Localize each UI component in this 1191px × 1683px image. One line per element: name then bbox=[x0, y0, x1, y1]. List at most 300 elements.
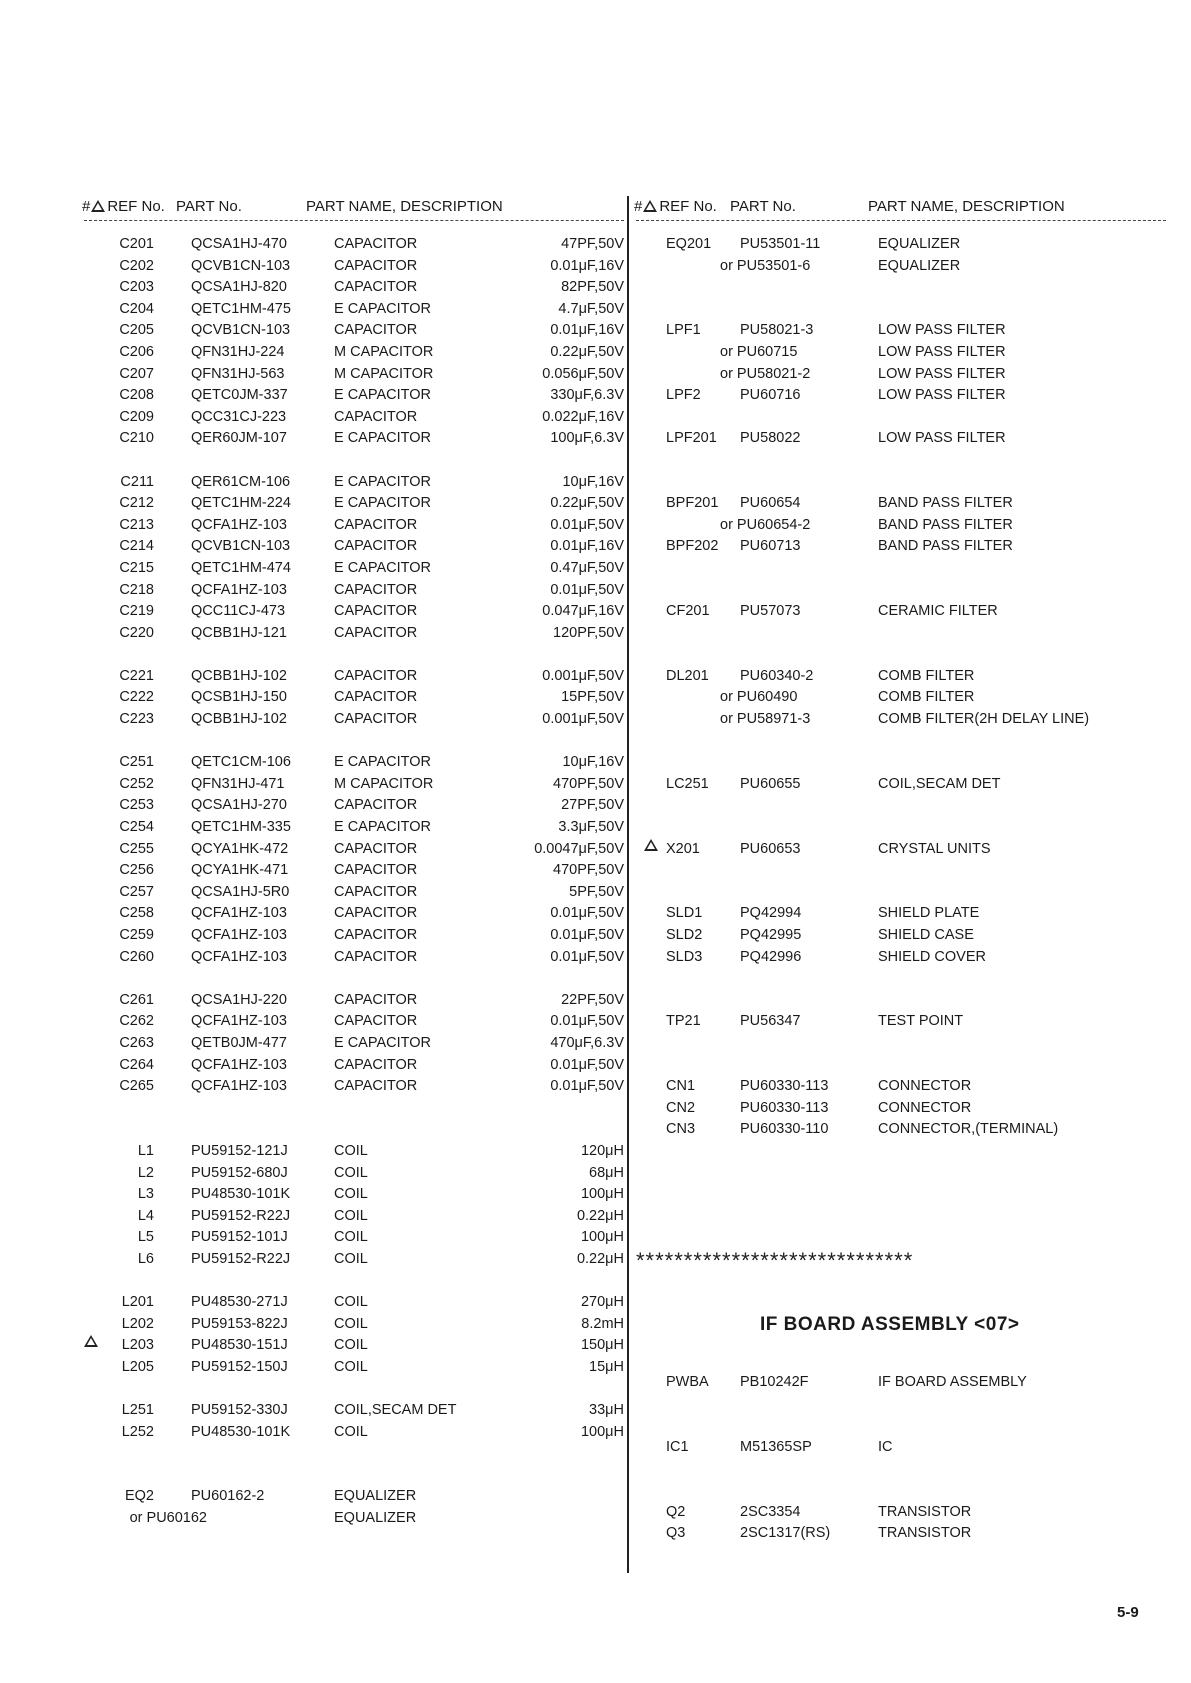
part-row bbox=[636, 925, 1166, 947]
ref-no: IC1 bbox=[666, 1438, 689, 1455]
row-spacer bbox=[636, 580, 1166, 602]
part-name: BAND PASS FILTER bbox=[878, 538, 1013, 555]
part-no: PU56347 bbox=[740, 1013, 801, 1030]
part-name: IF BOARD ASSEMBLY bbox=[878, 1374, 1027, 1390]
ref-no: or PU60654-2 bbox=[720, 516, 811, 533]
part-name: COIL bbox=[334, 1250, 368, 1267]
part-no: PU60330-113 bbox=[740, 1099, 829, 1116]
part-name: CAPACITOR bbox=[334, 797, 418, 814]
part-name: COIL bbox=[334, 1423, 368, 1440]
part-row bbox=[84, 364, 624, 386]
row-spacer bbox=[636, 795, 1166, 817]
part-name: TRANSISTOR bbox=[878, 1525, 972, 1542]
ref-no: C208 bbox=[119, 387, 154, 404]
row-spacer bbox=[84, 450, 624, 472]
part-row bbox=[636, 364, 1166, 386]
ref-no: Q2 bbox=[666, 1503, 686, 1520]
part-value: 0.47μF,50V bbox=[550, 559, 624, 576]
part-row bbox=[636, 1011, 1166, 1033]
header-part-name: PART NAME, DESCRIPTION bbox=[306, 198, 503, 215]
ref-no: L3 bbox=[137, 1186, 154, 1203]
part-no: PU60330-110 bbox=[740, 1121, 829, 1138]
part-row bbox=[636, 1372, 1166, 1394]
part-row bbox=[636, 839, 1166, 861]
part-no: QETC0JM-337 bbox=[191, 387, 288, 404]
part-row bbox=[636, 1502, 1166, 1524]
ref-no: C214 bbox=[119, 538, 154, 555]
part-no: 2SC1317(RS) bbox=[740, 1525, 831, 1542]
part-row bbox=[84, 1141, 624, 1163]
part-no: QCC31CJ-223 bbox=[191, 408, 287, 425]
row-spacer bbox=[636, 1033, 1166, 1055]
row-spacer bbox=[84, 1465, 624, 1487]
column-header-left bbox=[84, 198, 624, 220]
page-number: 5-9 bbox=[1117, 1604, 1139, 1621]
part-name: CONNECTOR,(TERMINAL) bbox=[878, 1121, 1059, 1138]
part-no: QCFA1HZ-103 bbox=[191, 905, 287, 922]
row-spacer bbox=[84, 1271, 624, 1293]
ref-no: C210 bbox=[119, 430, 154, 447]
row-spacer bbox=[84, 1098, 624, 1120]
part-row bbox=[636, 428, 1166, 450]
part-no: QCVB1CN-103 bbox=[191, 538, 291, 555]
ref-no: or PU60490 bbox=[720, 689, 798, 706]
part-value: 0.01μF,50V bbox=[550, 948, 624, 965]
row-spacer bbox=[636, 450, 1166, 472]
part-no: PU58021-3 bbox=[740, 322, 814, 339]
warning-triangle-icon bbox=[91, 200, 105, 212]
ref-no: BPF202 bbox=[666, 538, 719, 555]
part-row bbox=[84, 1400, 624, 1422]
part-value: 0.022μF,16V bbox=[542, 408, 624, 425]
parts-list-left bbox=[84, 198, 624, 1530]
row-spacer bbox=[636, 472, 1166, 494]
row-spacer bbox=[636, 299, 1166, 321]
part-value: 100μH bbox=[580, 1423, 624, 1440]
ref-no: C221 bbox=[119, 667, 154, 684]
part-name: CAPACITOR bbox=[334, 905, 418, 922]
part-row bbox=[84, 1292, 624, 1314]
part-value: 0.01μF,16V bbox=[550, 322, 624, 339]
ref-no: C262 bbox=[119, 1013, 154, 1030]
part-no: PQ42996 bbox=[740, 948, 802, 965]
part-value: 0.0047μF,50V bbox=[534, 840, 624, 857]
part-name: TRANSISTOR bbox=[878, 1503, 972, 1520]
part-name: E CAPACITOR bbox=[334, 495, 431, 512]
part-no: PU59152-680J bbox=[191, 1164, 288, 1181]
part-row bbox=[84, 1055, 624, 1077]
row-spacer bbox=[84, 1378, 624, 1400]
ref-no: C251 bbox=[119, 754, 154, 771]
ref-no: C260 bbox=[119, 948, 154, 965]
part-name: E CAPACITOR bbox=[334, 819, 431, 836]
row-spacer bbox=[636, 558, 1166, 580]
part-value: 0.001μF,50V bbox=[542, 667, 624, 684]
part-no: PU53501-11 bbox=[740, 236, 821, 252]
ref-no: C211 bbox=[120, 473, 154, 490]
part-no: QCSB1HJ-150 bbox=[191, 689, 287, 706]
part-row bbox=[84, 234, 624, 256]
part-row bbox=[84, 990, 624, 1012]
ref-no: L202 bbox=[121, 1315, 154, 1332]
part-row bbox=[636, 1076, 1166, 1098]
part-row bbox=[84, 1357, 624, 1379]
part-value: 0.22μH bbox=[576, 1250, 624, 1267]
part-row bbox=[84, 903, 624, 925]
ref-no: C202 bbox=[119, 257, 154, 274]
row-spacer bbox=[636, 644, 1166, 666]
warning-triangle-icon bbox=[643, 200, 657, 212]
part-no: QCSA1HJ-5R0 bbox=[191, 883, 290, 900]
part-name: BAND PASS FILTER bbox=[878, 495, 1013, 512]
part-no: PU59152-R22J bbox=[191, 1250, 291, 1267]
part-value: 4.7μF,50V bbox=[558, 300, 624, 317]
part-name: COIL,SECAM DET bbox=[334, 1402, 457, 1419]
part-no: PB10242F bbox=[740, 1374, 809, 1390]
part-row bbox=[84, 536, 624, 558]
part-row bbox=[84, 1076, 624, 1098]
ref-no: C253 bbox=[119, 797, 154, 814]
row-spacer bbox=[636, 817, 1166, 839]
ref-no: LPF2 bbox=[666, 387, 701, 404]
part-no: QCC11CJ-473 bbox=[191, 603, 286, 620]
part-value: 100μH bbox=[580, 1229, 624, 1246]
ref-no: SLD1 bbox=[666, 905, 703, 922]
part-row bbox=[84, 558, 624, 580]
ref-no: C255 bbox=[119, 840, 154, 857]
ref-no: or PU58021-2 bbox=[720, 365, 811, 382]
part-no: QCFA1HZ-103 bbox=[191, 1056, 287, 1073]
part-value: 0.01μF,50V bbox=[550, 905, 624, 922]
ref-no: CN2 bbox=[666, 1099, 696, 1116]
ref-no: C204 bbox=[119, 300, 154, 317]
part-name: EQUALIZER bbox=[878, 257, 961, 274]
part-row bbox=[636, 234, 1166, 256]
part-name: COMB FILTER bbox=[878, 667, 975, 684]
ref-no: C261 bbox=[119, 991, 154, 1008]
part-value: 10μF,16V bbox=[562, 473, 624, 490]
ref-no: CN1 bbox=[666, 1078, 696, 1095]
part-name: COIL bbox=[334, 1358, 368, 1375]
part-row bbox=[636, 666, 1166, 688]
part-value: 100μH bbox=[580, 1186, 624, 1203]
part-name: COIL bbox=[334, 1164, 368, 1181]
part-value: 0.01μF,50V bbox=[550, 1013, 624, 1030]
part-row bbox=[84, 1184, 624, 1206]
part-name: EQUALIZER bbox=[334, 1510, 417, 1527]
part-name: CAPACITOR bbox=[334, 408, 418, 425]
part-no: 2SC3354 bbox=[740, 1503, 801, 1520]
part-row bbox=[84, 623, 624, 645]
ref-no: C213 bbox=[119, 516, 154, 533]
part-value: 0.01μF,50V bbox=[550, 927, 624, 943]
part-row bbox=[636, 1119, 1166, 1141]
ref-no: BPF201 bbox=[666, 495, 719, 512]
part-no: QCSA1HJ-220 bbox=[191, 991, 287, 1008]
part-row bbox=[84, 1314, 624, 1336]
part-name: IC bbox=[878, 1438, 893, 1455]
part-no: QCSA1HJ-820 bbox=[191, 279, 287, 296]
part-name: CAPACITOR bbox=[334, 840, 418, 857]
ref-no: C205 bbox=[119, 322, 154, 339]
part-name: COIL bbox=[334, 1186, 368, 1203]
part-row bbox=[84, 493, 624, 515]
ref-no: C212 bbox=[119, 495, 154, 512]
part-name: CAPACITOR bbox=[334, 581, 418, 598]
part-value: 470PF,50V bbox=[553, 775, 624, 792]
part-row bbox=[84, 1508, 624, 1530]
ref-no: DL201 bbox=[666, 667, 709, 684]
ref-no: C265 bbox=[119, 1078, 154, 1095]
part-name: CAPACITOR bbox=[334, 236, 418, 252]
part-value: 0.056μF,50V bbox=[542, 365, 624, 382]
row-spacer bbox=[84, 731, 624, 753]
row-spacer bbox=[636, 623, 1166, 645]
part-name: COIL bbox=[334, 1229, 368, 1246]
part-row bbox=[636, 709, 1166, 731]
ref-no: CF201 bbox=[666, 603, 710, 620]
row-spacer bbox=[636, 860, 1166, 882]
part-row bbox=[84, 817, 624, 839]
part-no: PU59152-R22J bbox=[191, 1207, 291, 1224]
part-row bbox=[84, 385, 624, 407]
part-row bbox=[84, 277, 624, 299]
right-rows bbox=[636, 234, 1166, 1141]
part-value: 8.2mH bbox=[581, 1315, 624, 1332]
part-row bbox=[84, 1011, 624, 1033]
row-spacer bbox=[636, 990, 1166, 1012]
part-value: 0.01μF,50V bbox=[550, 1056, 624, 1073]
part-name: LOW PASS FILTER bbox=[878, 387, 1006, 404]
part-row bbox=[84, 860, 624, 882]
part-row bbox=[84, 687, 624, 709]
part-value: 15μH bbox=[589, 1358, 624, 1375]
part-name: COMB FILTER(2H DELAY LINE) bbox=[878, 711, 1090, 728]
part-no: QCFA1HZ-103 bbox=[191, 1013, 287, 1030]
part-row bbox=[84, 1422, 624, 1444]
part-name: E CAPACITOR bbox=[334, 300, 431, 317]
part-no: PQ42994 bbox=[740, 905, 802, 922]
part-no: QCFA1HZ-103 bbox=[191, 581, 287, 598]
part-name: E CAPACITOR bbox=[334, 387, 431, 404]
part-no: PU60655 bbox=[740, 775, 801, 792]
part-row bbox=[84, 256, 624, 278]
ref-no: C203 bbox=[119, 279, 154, 296]
part-row bbox=[84, 1335, 624, 1357]
part-no: PU60330-113 bbox=[740, 1078, 829, 1095]
part-name: CONNECTOR bbox=[878, 1099, 972, 1116]
part-no: QCBB1HJ-102 bbox=[191, 711, 287, 728]
part-no: QFN31HJ-471 bbox=[191, 775, 285, 792]
ref-no: C222 bbox=[119, 689, 154, 706]
part-row bbox=[636, 385, 1166, 407]
part-name: CAPACITOR bbox=[334, 883, 418, 900]
ref-no: L205 bbox=[121, 1358, 154, 1375]
ref-no: C219 bbox=[119, 603, 154, 620]
part-name: CAPACITOR bbox=[334, 516, 418, 533]
parts-list-right bbox=[636, 198, 1166, 1141]
part-name: COIL bbox=[334, 1207, 368, 1224]
part-row bbox=[636, 342, 1166, 364]
assembly-parts bbox=[636, 1372, 1166, 1545]
part-row bbox=[636, 256, 1166, 278]
part-row bbox=[84, 1033, 624, 1055]
part-row bbox=[84, 795, 624, 817]
part-value: 15PF,50V bbox=[561, 689, 624, 706]
ref-no: Q3 bbox=[666, 1525, 686, 1542]
part-no: QER60JM-107 bbox=[191, 430, 287, 447]
part-value: 0.01μF,50V bbox=[550, 581, 624, 598]
ref-no: C218 bbox=[119, 581, 154, 598]
part-name: CAPACITOR bbox=[334, 948, 418, 965]
row-spacer bbox=[636, 1480, 1166, 1502]
part-row bbox=[636, 601, 1166, 623]
part-value: 0.01μF,16V bbox=[550, 257, 624, 274]
part-row bbox=[84, 1227, 624, 1249]
part-row bbox=[84, 1249, 624, 1271]
part-row bbox=[84, 882, 624, 904]
part-no: QETC1CM-106 bbox=[191, 754, 291, 771]
part-name: M CAPACITOR bbox=[334, 775, 434, 792]
part-value: 0.22μF,50V bbox=[550, 343, 624, 360]
part-name: EQUALIZER bbox=[334, 1488, 417, 1505]
part-name: CRYSTAL UNITS bbox=[878, 840, 991, 857]
ref-no: C252 bbox=[119, 775, 154, 792]
part-no: QETC1HM-474 bbox=[191, 559, 291, 576]
part-name: CAPACITOR bbox=[334, 538, 418, 555]
part-no: QFN31HJ-224 bbox=[191, 343, 285, 360]
part-no: PU48530-271J bbox=[191, 1294, 288, 1311]
part-no: PU60654 bbox=[740, 495, 801, 512]
ref-no: SLD3 bbox=[666, 948, 703, 965]
part-value: 10μF,16V bbox=[562, 754, 624, 771]
part-no: QCBB1HJ-121 bbox=[191, 624, 287, 641]
part-name: E CAPACITOR bbox=[334, 1034, 431, 1051]
ref-no: L252 bbox=[121, 1423, 154, 1440]
part-name: LOW PASS FILTER bbox=[878, 430, 1006, 447]
header-part-no: PART No. bbox=[176, 198, 242, 215]
part-value: 270μH bbox=[580, 1294, 624, 1311]
part-name: CAPACITOR bbox=[334, 1056, 418, 1073]
ref-no: LPF1 bbox=[666, 322, 701, 339]
header-part-name: PART NAME, DESCRIPTION bbox=[868, 198, 1065, 215]
part-no: QCFA1HZ-103 bbox=[191, 516, 287, 533]
part-row bbox=[636, 1098, 1166, 1120]
ref-no: C201 bbox=[119, 236, 154, 252]
ref-no: TP21 bbox=[666, 1013, 701, 1030]
part-row bbox=[636, 947, 1166, 969]
part-name: CERAMIC FILTER bbox=[878, 603, 998, 620]
header-dashed-rule bbox=[636, 220, 1166, 221]
part-no: PU48530-151J bbox=[191, 1337, 288, 1354]
ref-no: C206 bbox=[119, 343, 154, 360]
part-value: 0.22μH bbox=[576, 1207, 624, 1224]
part-name: COIL,SECAM DET bbox=[878, 775, 1001, 792]
part-name: CAPACITOR bbox=[334, 689, 418, 706]
part-no: M51365SP bbox=[740, 1438, 812, 1455]
part-name: TEST POINT bbox=[878, 1013, 964, 1030]
part-name: COIL bbox=[334, 1142, 368, 1159]
ref-no: C257 bbox=[119, 883, 154, 900]
part-value: 47PF,50V bbox=[561, 236, 624, 252]
ref-no: EQ201 bbox=[666, 236, 712, 252]
part-name: CONNECTOR bbox=[878, 1078, 972, 1095]
part-no: PU60340-2 bbox=[740, 667, 814, 684]
part-no: PU48530-101K bbox=[191, 1423, 291, 1440]
part-no: QCFA1HZ-103 bbox=[191, 948, 287, 965]
part-no: QCVB1CN-103 bbox=[191, 257, 291, 274]
ref-no: C259 bbox=[119, 927, 154, 943]
part-name: COIL bbox=[334, 1337, 368, 1354]
assembly-rows bbox=[636, 1372, 1166, 1545]
part-value: 470PF,50V bbox=[553, 862, 624, 879]
part-name: EQUALIZER bbox=[878, 236, 961, 252]
part-no: QCSA1HJ-270 bbox=[191, 797, 287, 814]
ref-no: L6 bbox=[137, 1250, 154, 1267]
row-spacer bbox=[84, 1119, 624, 1141]
part-name: CAPACITOR bbox=[334, 257, 418, 274]
ref-no: C207 bbox=[119, 365, 154, 382]
part-no: QETC1HM-335 bbox=[191, 819, 291, 836]
part-row bbox=[84, 709, 624, 731]
part-no: PU59152-101J bbox=[191, 1229, 288, 1246]
ref-no: C258 bbox=[119, 905, 154, 922]
part-no: QCBB1HJ-102 bbox=[191, 667, 287, 684]
part-name: CAPACITOR bbox=[334, 279, 418, 296]
part-row bbox=[636, 687, 1166, 709]
ref-no: C263 bbox=[119, 1034, 154, 1051]
row-spacer bbox=[636, 1055, 1166, 1077]
ref-no: X201 bbox=[666, 840, 700, 857]
ref-no: or PU60162 bbox=[129, 1510, 207, 1527]
ref-no: EQ2 bbox=[124, 1488, 154, 1505]
part-name: BAND PASS FILTER bbox=[878, 516, 1013, 533]
part-value: 82PF,50V bbox=[561, 279, 624, 296]
part-no: PU60162-2 bbox=[191, 1488, 265, 1505]
row-spacer bbox=[636, 752, 1166, 774]
part-no: PU60653 bbox=[740, 840, 801, 857]
part-row bbox=[84, 774, 624, 796]
part-name: LOW PASS FILTER bbox=[878, 322, 1006, 339]
part-name: E CAPACITOR bbox=[334, 559, 431, 576]
part-name: CAPACITOR bbox=[334, 624, 418, 641]
ref-no: L201 bbox=[121, 1294, 154, 1311]
part-no: QETC1HM-475 bbox=[191, 300, 291, 317]
part-value: 150μH bbox=[580, 1337, 624, 1354]
part-row bbox=[636, 1437, 1166, 1459]
ref-no: PWBA bbox=[666, 1374, 709, 1390]
ref-no: SLD2 bbox=[666, 927, 703, 943]
section-separator: ***************************** bbox=[636, 1248, 914, 1273]
column-header-right bbox=[636, 198, 1166, 220]
part-row bbox=[84, 299, 624, 321]
part-no: QER61CM-106 bbox=[191, 473, 291, 490]
row-spacer bbox=[636, 277, 1166, 299]
part-no: QCVB1CN-103 bbox=[191, 322, 291, 339]
part-row bbox=[84, 752, 624, 774]
part-no: PU48530-101K bbox=[191, 1186, 291, 1203]
part-value: 0.047μF,16V bbox=[542, 603, 624, 620]
ref-no: C209 bbox=[119, 408, 154, 425]
part-name: CAPACITOR bbox=[334, 1013, 418, 1030]
part-value: 120PF,50V bbox=[553, 624, 624, 641]
part-row bbox=[84, 925, 624, 947]
part-name: E CAPACITOR bbox=[334, 430, 431, 447]
row-spacer bbox=[636, 1458, 1166, 1480]
part-row bbox=[636, 493, 1166, 515]
part-value: 330μF,6.3V bbox=[550, 387, 624, 404]
part-no: PU59152-150J bbox=[191, 1358, 288, 1375]
